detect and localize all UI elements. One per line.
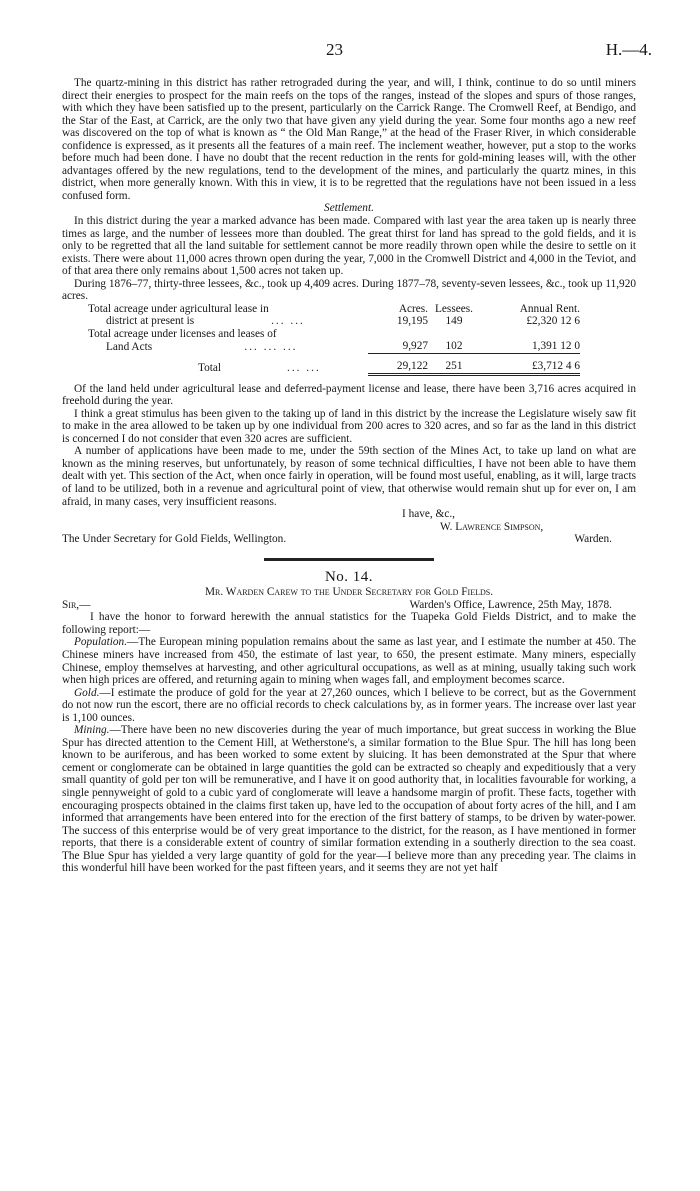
mining-text: —There have been no new discoveries during the year of much importance, but great success in working the Blue Spur has directed attention to the Cement Hill, at Wetherstone's, a similar formation to the Blue Spur. The hill has long been known to be auriferous, and has been worked to some extent by sluicing. It has been demonstrated at the Spur that where cement or conglomerate can be obtained in large quantities the gold can be extracted so cheaply and expeditiously that a very small quantity of gold per ton will be remunerative, and I have it on good authority that, in localities favourable for working, a single pennyweight of gold to a cubic yard of conglomerate will leave a handsome margin of profit. These facts, together with encouraging prospects obtained in the claims first taken up, have led to the occupation of about forty acres of the hill, and I am informed that arrangements have been entered into for the erection of the first battery of stamps, to be driven by water-power. The success of this enterprise would be of very great importance to the district, for the reason, as I have mentioned in former reports, that there is a considerable extent of country of similar formation extending in a southerly direction to the sea coast. The Blue Spur has yielded a very large quantity of gold for the year—I believe more than any preceding year. The claims in this wonderful hill have been worked for the past fifteen years, and it seems they are not yet half — [62, 724, 636, 875]
table-row2-acres: 9,927 — [402, 340, 428, 353]
table-total-acres: 29,122 — [368, 354, 428, 375]
salutation: Sir,— — [62, 598, 91, 611]
table-row1-lessees: 149 — [445, 315, 463, 328]
paragraph-freehold: Of the land held under agricultural lease and deferred-payment license and lease, there have been 3,716 acres acquired in freehold during the year. — [62, 382, 636, 408]
paragraph-gold — [62, 687, 636, 725]
addressee: The Under Secretary for Gold Fields, Wellington. — [62, 533, 287, 546]
table-total-row — [88, 354, 580, 375]
settlement-heading: Settlement. — [324, 202, 374, 215]
table-header-row — [88, 303, 580, 316]
table-row1-rent: £2,320 12 6 — [526, 315, 580, 328]
signatory-title: Warden. — [574, 533, 612, 546]
header-acres: Acres. — [398, 302, 428, 315]
population-label: Population. — [74, 636, 128, 649]
table-row2-label-line2: Land Acts — [106, 340, 153, 353]
page-header — [62, 40, 652, 60]
page-body — [62, 77, 636, 875]
paragraph-quartz-mining: The quartz-mining in this district has rather retrograded during the year, and will, I think, continue to do so until miners direct their energies to prospect for the main reefs on the tops of the ranges, instead of the slopes and spurs of those ranges, with which they have been satisfied up to the present, particularly on the Carrick Range. The Cromwell Reef, at Bendigo, and the Star of the East, at Carrick, are the only two that have given any yield during the year. Some four months ago a new reef was discovered on the top of what is known as “ the Old Man Range,” at the head of the Fraser River, in which considerable confidence is expressed, as it presents all the features of a main reef. The inclement weather, however, put a stop to the works before much had been done. I have no doubt that the recent reduction in the rents for gold-mining leases will, with the other advantages offered by the new regulations, tend to the development of the mines, and particularly the quartz mines, in this district, when more generally known. With this in view, it is to be regretted that the regulations have not been issued in a less confused form. — [62, 77, 636, 202]
table-row — [88, 328, 580, 341]
table-row — [88, 340, 580, 353]
table-total-rent: £3,712 4 6 — [480, 354, 580, 375]
table-row — [88, 315, 580, 328]
paragraph-stimulus: I think a great stimulus has been given to the taking up of land in this district by the increase the Legislature wisely saw fit to make in the area allowed to be taken up by one individual from 200 acres to 320 acres, and so far as the land in this district is concerned I do not consider that even 320 acres are sufficient. — [62, 407, 636, 445]
signatory-name: W. Lawrence Simpson, — [440, 520, 544, 533]
dateline: Warden's Office, Lawrence, 25th May, 1878. — [409, 598, 612, 611]
table-row1-label-line2: district at present is — [106, 315, 195, 328]
table-total-label: Total — [198, 361, 222, 374]
gold-text: —I estimate the produce of gold for the year at 27,260 ounces, which I believe to be correct, but as the Government do not now run the escort, there are no official records to check calculations by, as in former years. The increase over last year is 1,100 ounces. — [62, 686, 636, 724]
addressee-row — [62, 533, 636, 546]
gold-label: Gold. — [74, 686, 100, 699]
acreage-table — [88, 303, 580, 376]
table-row1-label-line1: Total acreage under agricultural lease in — [88, 302, 269, 315]
population-text: —The European mining population remains about the same as last year, and I estimate the number at 450. The Chinese miners have increased from 450, the estimate of last year, to 650, the present estimate. Many miners, especially Chinese, employ themselves at harvesting, and other agricultural occupations, as well as at mining, usually taking such work when high prices are offered, and returning again to mining when wages fall, and employment becomes scarce. — [62, 636, 636, 687]
header-lessees: Lessees. — [435, 302, 473, 315]
header-annual-rent: Annual Rent. — [519, 302, 580, 315]
table-row2-lessees: 102 — [445, 340, 463, 353]
table-row1-acres: 19,195 — [396, 315, 428, 328]
table-row2-rent: 1,391 12 0 — [531, 340, 580, 353]
paragraph-lessees-comparison: During 1876–77, thirty-three lessees, &c., took up 4,409 acres. During 1877–78, seventy-seven lessees, &c., took up 11,920 acres. — [62, 277, 636, 303]
table-total-dots: ... ... — [287, 361, 321, 374]
paragraph-settlement: In this district during the year a marked advance has been made. Compared with last year the area taken up is nearly three times as large, and the number of lessees more than doubled. The great thirst for land has spread to the gold fields, and it is only to be regretted that all the land suitable for settlement cannot be more readily thrown open while the desire to settle on it exists. There were about 11,000 acres thrown open during the year, 7,000 in the Cromwell District and 4,000 in the Teviot, and of that area there only remains about 1,500 acres not taken up. — [62, 215, 636, 278]
mining-label: Mining. — [74, 724, 110, 737]
table-row1-dots: ... ... — [271, 315, 305, 328]
document-number: No. 14. — [324, 568, 374, 585]
page-number: 23 — [326, 40, 343, 59]
salutation-row — [62, 599, 636, 612]
paragraph-intro: I have the honor to forward herewith the annual statistics for the Tuapeka Gold Fields District, and to make the following report:— — [62, 611, 636, 636]
paragraph-mining — [62, 724, 636, 875]
letter-heading: Mr. Warden Carew to the Under Secretary for Gold Fields. — [204, 586, 494, 599]
paragraph-mines-act: A number of applications have been made to me, under the 59th section of the Mines Act, to take up land on what are known as the mining reserves, but unfortunately, by reason of some technical difficulties, I have not been able to have them dealt with yet. This section of the Act, when once fairly in operation, will be found most useful, enabling, as it will, large tracts of land to be utilized, both in a revenue and agricultural point of view, that otherwise would remain shut up for ever on, I am afraid, in many cases, very insufficient reasons. — [62, 445, 636, 508]
table-total-lessees: 251 — [428, 354, 480, 375]
paragraph-population — [62, 636, 636, 686]
document-reference: H.—4. — [605, 40, 652, 59]
section-divider — [264, 558, 434, 561]
table-row2-label-line1: Total acreage under licenses and leases of — [88, 327, 277, 340]
closing-phrase: I have, &c., — [402, 508, 456, 521]
table-row2-dots: ... ... ... — [244, 340, 298, 353]
